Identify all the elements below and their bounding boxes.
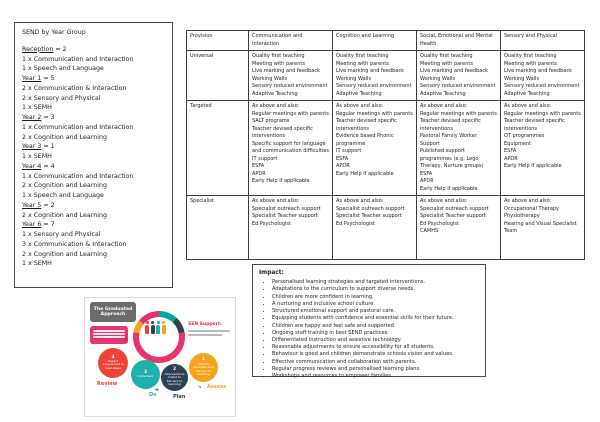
- tiny-text-line: [93, 336, 125, 338]
- list-item: Regular meetings with parents: [504, 110, 581, 117]
- list-item: Specialist outreach support: [252, 205, 321, 212]
- impact-bullet: • A nurturing and inclusive school culture.: [272, 301, 479, 308]
- year-group-heading: Year 2 = 3: [22, 114, 55, 121]
- impact-bullet: • Effective communication and collaboration with parents.: [272, 359, 479, 366]
- list-item: Meeting with parents: [336, 60, 389, 67]
- list-item: Meeting with parents: [420, 60, 473, 67]
- arrow-icon: ↘: [197, 384, 202, 390]
- year-group-heading: Year 6 = 7: [22, 221, 55, 229]
- list-item: Sensory reduced environment: [252, 83, 328, 89]
- person-figure: [156, 325, 160, 334]
- label-review: Review: [97, 381, 118, 387]
- list-item: Working Walls: [336, 75, 372, 82]
- impact-bullet: • Personalised learning strategies and targeted interventions.: [272, 279, 479, 286]
- year-group-item: 2 x Cognition and Learning: [22, 133, 107, 141]
- list-item: Specialist Teacher support: [252, 213, 318, 219]
- list-item: As above and also:: [420, 198, 468, 204]
- arrow-icon: ↗: [123, 338, 128, 344]
- step-text: Implement: [137, 373, 154, 378]
- impact-box: [252, 264, 486, 380]
- sen-support-heading: SEN Support:: [188, 322, 222, 327]
- list-item: Teacher devised specific interventions: [336, 118, 397, 132]
- list-item: As above and also:: [336, 103, 384, 109]
- list-item: APDR: [336, 163, 350, 169]
- year-group-heading: Year 3 = 1: [22, 143, 55, 151]
- impact-bullet-list: [259, 279, 479, 380]
- list-item: APDR: [420, 178, 434, 184]
- impact-bullet: • Workshops and resources to empower families.: [272, 373, 479, 380]
- list-item: Specific support for language and communication difficulties: [252, 140, 329, 154]
- list-item: Live marking and feedback: [336, 68, 404, 74]
- step-number: 4: [111, 354, 115, 360]
- step-circle-do: [131, 360, 160, 389]
- year-group-item: 1 x Communication and Interaction: [22, 123, 134, 131]
- table-cell: [333, 101, 417, 196]
- list-item: Regular meetings with parents: [252, 110, 329, 117]
- table-cell: [501, 51, 585, 101]
- list-item: Early Help if applicable: [504, 163, 562, 169]
- table-cell: [417, 101, 501, 196]
- list-item: IT support: [252, 155, 278, 162]
- step-number: 2: [172, 367, 177, 373]
- tiny-text-line: [188, 334, 222, 336]
- list-item: CAMHS: [420, 228, 439, 234]
- list-item: Live marking and feedback: [252, 68, 320, 74]
- table-cell: [501, 101, 585, 196]
- list-item: Sensory reduced environment: [420, 83, 496, 89]
- impact-bullet: • Equipping students with confidence and essential skills for their future.: [272, 315, 479, 322]
- list-item: SALT programs: [252, 118, 290, 124]
- list-item: APDR: [504, 155, 518, 162]
- year-group-item: 1 x SEMH: [22, 153, 52, 160]
- list-item: Adaptive Teaching: [336, 90, 382, 97]
- list-item: Live marking and feedback: [504, 68, 572, 74]
- table-cell: [417, 196, 501, 260]
- step-text: Impact assessment & next steps: [102, 359, 124, 370]
- list-item: Specialist outreach support: [420, 205, 489, 212]
- year-group-item: 1 x Communication and Interaction: [22, 55, 134, 63]
- arrow-icon: ◄: [154, 387, 159, 393]
- year-group-heading: Year 5 = 2: [22, 201, 55, 209]
- year-group-item: 1 x Speech and Language: [22, 65, 104, 73]
- table-row-specialist: [187, 196, 585, 260]
- column-header-sensory: Sensory and Physical: [501, 31, 585, 51]
- step-text: Identify strengths and barriers to learning: [193, 361, 214, 377]
- send-box-title: SEND by Year Group: [22, 29, 86, 36]
- list-item: Working Walls: [252, 75, 288, 82]
- impact-bullet: • Adaptations to the curriculum to support diverse needs.: [272, 286, 479, 293]
- list-item: Early Help if applicable: [420, 185, 478, 192]
- step-number: 1: [201, 357, 206, 363]
- column-header-cognition: Cognition and Learning: [333, 31, 417, 51]
- year-group-item: 2 x Cognition and Learning: [22, 250, 107, 258]
- impact-bullet: • Structured emotional support and pastoral care.: [272, 308, 479, 315]
- list-item: IT support: [336, 148, 362, 154]
- list-item: Regular meetings with parents: [336, 110, 413, 117]
- step-number: 3: [143, 369, 148, 375]
- list-item: Adaptive Teaching: [420, 90, 466, 97]
- list-item: Occupational Therapy: [504, 205, 560, 212]
- graduated-approach-diagram: [84, 297, 236, 417]
- list-item: As above and also:: [504, 198, 552, 204]
- label-do: Do: [149, 392, 157, 398]
- list-item: Physiotherapy: [504, 213, 540, 219]
- list-item: Live marking and feedback: [420, 68, 488, 74]
- list-item: Ed Psychologist: [336, 220, 375, 227]
- list-item: As above and also:: [336, 198, 384, 204]
- list-item: Adaptive Teaching: [504, 90, 550, 97]
- person-figure: [162, 325, 166, 334]
- list-item: Published support programmes (e.g. Lego Therapy, Nurture groups): [420, 148, 484, 169]
- label-plan: Plan: [173, 394, 186, 400]
- list-item: Quality first teaching: [420, 53, 473, 59]
- step-circle-review: [98, 348, 128, 378]
- list-item: As above and also:: [252, 103, 300, 109]
- table-row-targeted: [187, 101, 585, 196]
- list-item: Quality first teaching: [336, 53, 389, 59]
- table-cell: [249, 51, 333, 101]
- provision-level-label: Universal: [187, 51, 249, 101]
- column-header-semh: Social, Emotional and Mental Health: [417, 31, 501, 51]
- year-group-item: 3 x Communication & Interaction: [22, 240, 127, 248]
- diagram-title: The Graduated Approach: [90, 302, 136, 322]
- year-group-list: [22, 45, 165, 269]
- label-assess: Assess: [207, 384, 227, 390]
- year-group-item: 1 x SEMH: [22, 104, 52, 112]
- year-group-item: 2 x Communication & Interaction: [22, 84, 127, 92]
- list-item: Adaptive Teaching: [252, 90, 298, 97]
- table-cell: [249, 196, 333, 260]
- list-item: Meeting with parents: [252, 60, 305, 67]
- impact-bullet: • Reasonable adjustments to ensure accessibility for all students.: [272, 344, 479, 351]
- column-header-provision: Provision: [187, 31, 249, 51]
- list-item: APDR: [252, 170, 266, 177]
- year-group-heading: Year 4 = 4: [22, 162, 55, 170]
- step-text: Interventions linked to barriers to learning: [164, 371, 185, 387]
- list-item: ESFA: [504, 148, 517, 154]
- list-item: Ed Psychologist: [252, 220, 291, 227]
- list-item: Early Help if applicable: [336, 170, 394, 177]
- list-item: Specialist Teacher support: [336, 213, 402, 219]
- impact-bullet: • Children are more confident in learning.: [272, 294, 479, 301]
- provision-map-table: [186, 30, 585, 260]
- list-item: Regular meetings with parents: [420, 110, 497, 117]
- impact-bullet: • Behaviour is good and children demonstrate schools vision and values.: [272, 351, 479, 358]
- list-item: Quality first teaching: [252, 53, 305, 59]
- tiny-text-line: [93, 330, 125, 332]
- people-illustration: [145, 325, 166, 334]
- list-item: Specialist outreach support: [336, 205, 405, 212]
- person-figure: [151, 325, 155, 334]
- table-cell: [249, 101, 333, 196]
- list-item: Specialist Teacher support: [420, 213, 486, 219]
- year-group-item: 1 x Communication and Interaction: [22, 172, 134, 180]
- impact-bullet: • Ongoing staff training in best SEND practices.: [272, 330, 479, 337]
- year-group-item: 1 x Sensory and Physical: [22, 231, 101, 238]
- impact-bullet: • Children are happy and feel safe and supported.: [272, 323, 479, 330]
- list-item: As above and also:: [504, 103, 552, 109]
- provision-level-label: Specialist: [187, 196, 249, 260]
- table-row-universal: [187, 51, 585, 101]
- table-cell: [417, 51, 501, 101]
- list-item: As above and also:: [252, 198, 300, 204]
- year-group-item: 2 x Cognition and Learning: [22, 182, 107, 190]
- year-group-item: 2 x Sensory and Physical: [22, 94, 101, 102]
- tiny-text-line: [93, 333, 125, 335]
- step-circle-assess: [189, 353, 218, 382]
- list-item: Teacher devised specific interventions: [252, 125, 313, 139]
- impact-title: Impact:: [259, 270, 284, 276]
- person-figure: [145, 325, 149, 334]
- list-item: Working Walls: [504, 75, 540, 82]
- table-cell: [501, 196, 585, 260]
- list-item: OT programmes: [504, 133, 545, 139]
- tiny-text-line: [188, 330, 230, 332]
- list-item: ESFA: [252, 163, 265, 169]
- list-item: Sensory reduced environment: [336, 83, 412, 89]
- list-item: As above and also:: [420, 103, 468, 109]
- year-group-heading: Year 1 = 5: [22, 75, 55, 82]
- list-item: ESFA: [420, 170, 433, 177]
- list-item: ESFA: [336, 155, 349, 162]
- year-group-item: 1 x SEMH: [22, 260, 52, 268]
- year-group-item: 1 x Speech and Language: [22, 192, 104, 199]
- impact-bullet: • Regular progress reviews and personalised learning plans.: [272, 366, 479, 373]
- list-item: Sensory reduced environment: [504, 83, 580, 89]
- year-group-heading: Reception = 2: [22, 45, 67, 53]
- list-item: Hearing and Visual Specialist Team: [504, 220, 577, 234]
- list-item: Meeting with parents: [504, 60, 557, 67]
- year-group-item: 2 x Cognition and Learning: [22, 211, 107, 219]
- table-cell: [333, 196, 417, 260]
- step-circle-plan: [161, 364, 188, 391]
- list-item: Teacher devised specific interventions: [420, 118, 481, 132]
- provision-level-label: Targeted: [187, 101, 249, 196]
- list-item: Equipment: [504, 140, 532, 147]
- table-cell: [333, 51, 417, 101]
- table-header-row: [187, 31, 585, 51]
- impact-bullet: • Differentiated instruction and assistive technology.: [272, 337, 479, 344]
- column-header-communication: Communication and Interaction: [249, 31, 333, 51]
- list-item: Pastoral Family Worker Support: [420, 133, 477, 147]
- list-item: Working Walls: [420, 75, 456, 82]
- list-item: Early Help if applicable: [252, 178, 310, 184]
- list-item: Evidence based Phonic programme: [336, 133, 394, 147]
- list-item: Teacher devised specific interventions: [504, 118, 565, 132]
- cycle-ring: [133, 311, 185, 363]
- send-by-year-group-box: [14, 22, 173, 288]
- list-item: Quality first teaching: [504, 53, 557, 59]
- list-item: Ed Psychologist: [420, 220, 459, 227]
